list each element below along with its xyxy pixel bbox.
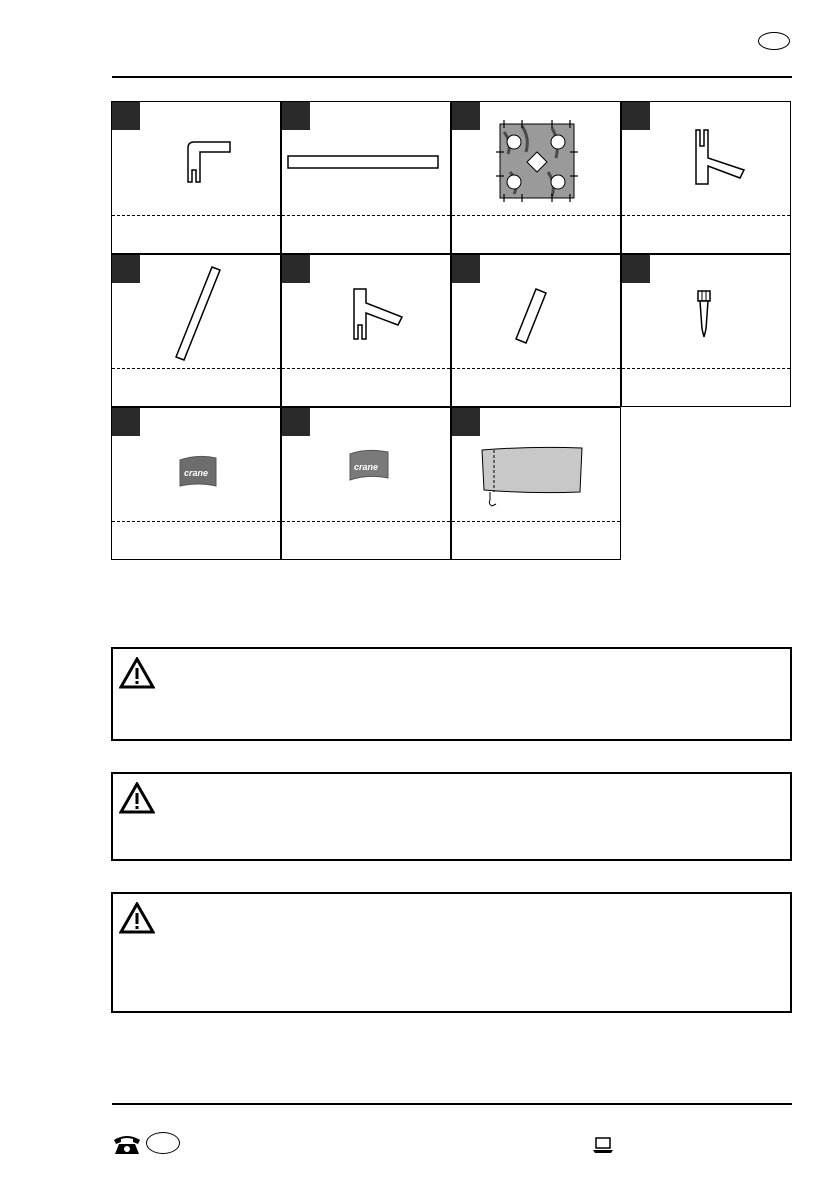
- parts-grid: [111, 101, 793, 561]
- label-line: [282, 521, 450, 522]
- label-line: [112, 368, 280, 369]
- part-cell-2: [281, 101, 451, 254]
- y-connector-icon: [282, 255, 452, 408]
- part-cell-1: [111, 101, 281, 254]
- part-cell-9: [111, 407, 281, 560]
- ground-peg-icon: [622, 255, 792, 408]
- printed-fabric-mat-icon: [452, 102, 622, 255]
- label-line: [452, 215, 620, 216]
- part-cell-7: [451, 254, 621, 407]
- label-line: [112, 215, 280, 216]
- label-line: [622, 368, 790, 369]
- warning-box-3: [111, 892, 792, 1013]
- laptop-icon: [592, 1136, 614, 1154]
- part-cell-10: [281, 407, 451, 560]
- crane-logo-patch-icon: [112, 408, 282, 561]
- label-line: [282, 215, 450, 216]
- warning-box-1: [111, 647, 792, 741]
- long-straight-rod-icon: [282, 102, 452, 255]
- footer-country-badge-icon: [146, 1132, 180, 1154]
- part-cell-3: [451, 101, 621, 254]
- part-cell-6: [281, 254, 451, 407]
- y-connector-icon: [622, 102, 792, 255]
- label-line: [452, 521, 620, 522]
- storage-bag-icon: [452, 408, 622, 561]
- warning-triangle-icon: [119, 782, 155, 814]
- warning-triangle-icon: [119, 657, 155, 689]
- short-diagonal-pole-icon: [452, 255, 622, 408]
- part-cell-8: [621, 254, 791, 407]
- l-shaped-connector-icon: [112, 102, 282, 255]
- warning-triangle-icon: [119, 902, 155, 934]
- crane-logo-text: crane: [354, 462, 379, 472]
- part-cell-4: [621, 101, 791, 254]
- warning-box-2: [111, 772, 792, 861]
- label-line: [452, 368, 620, 369]
- diagonal-pole-icon: [112, 255, 282, 408]
- crane-logo-text: crane: [184, 468, 209, 478]
- part-cell-5: [111, 254, 281, 407]
- bottom-rule: [112, 1103, 792, 1105]
- language-badge-icon: [758, 32, 790, 50]
- part-cell-11: [451, 407, 621, 560]
- telephone-icon: [112, 1132, 142, 1156]
- top-rule: [112, 76, 792, 78]
- label-line: [622, 215, 790, 216]
- label-line: [112, 521, 280, 522]
- label-line: [282, 368, 450, 369]
- crane-logo-patch-icon: [282, 408, 452, 561]
